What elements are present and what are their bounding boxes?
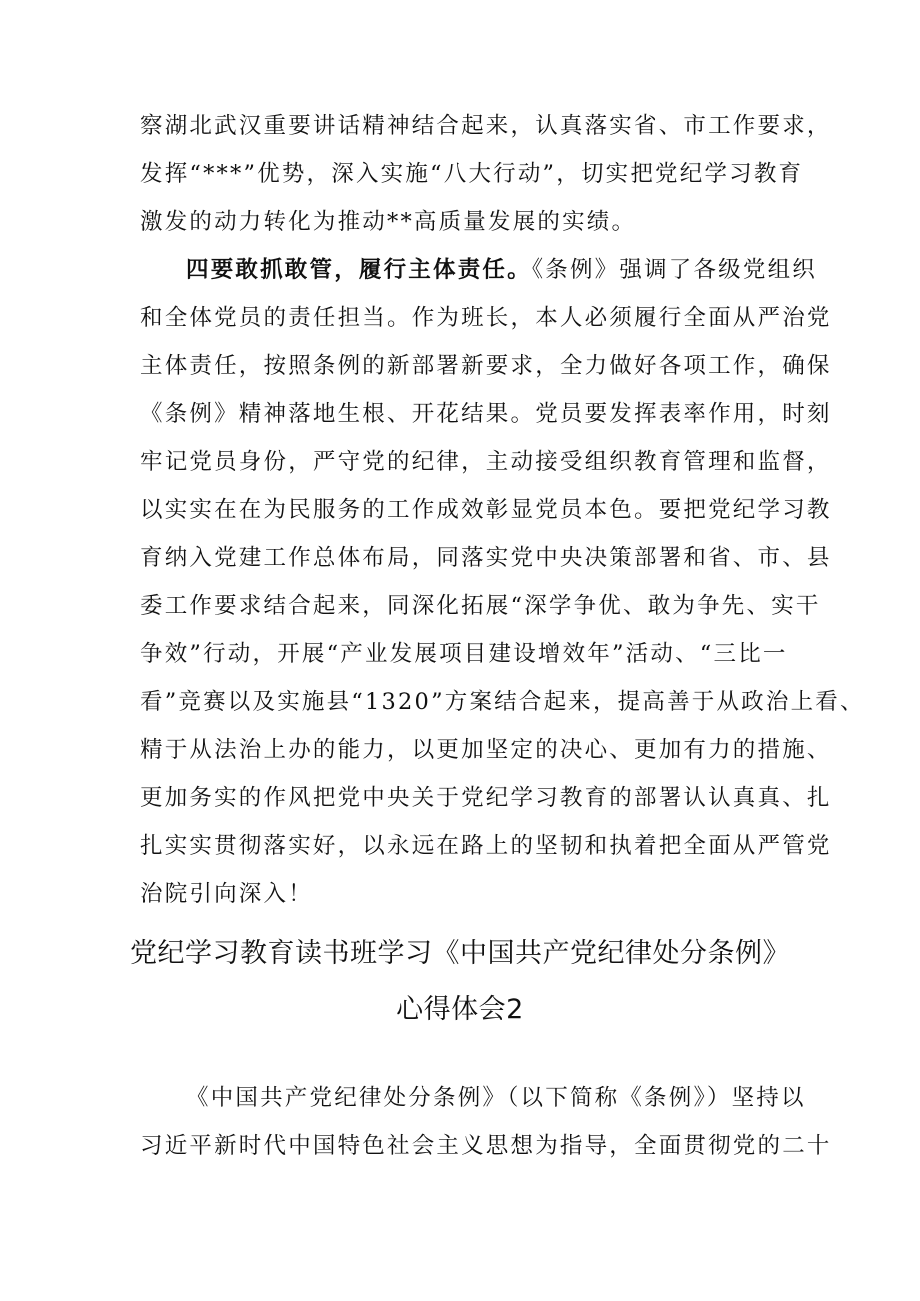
- paragraph-first-line: 《中国共产党纪律处分条例》（以下简称《条例》）坚持以: [186, 1085, 806, 1111]
- paragraph-line: 激发的动力转化为推动**高质量发展的实绩。: [140, 209, 637, 235]
- paragraph-line: 牢记党员身份，严守党的纪律，主动接受组织教育管理和监督，: [140, 449, 832, 475]
- paragraph-line: 看”竞赛以及实施县“1320”方案结合起来，提高善于从政治上看、: [140, 689, 865, 715]
- paragraph-line: 扎实实贯彻落实好，以永远在路上的坚韧和执着把全面从严管党: [140, 833, 832, 859]
- paragraph-line: 察湖北武汉重要讲话精神结合起来，认真落实省、市工作要求，: [140, 113, 832, 139]
- paragraph-line: 《条例》精神落地生根、开花结果。党员要发挥表率作用，时刻: [140, 401, 832, 427]
- paragraph-line: 委工作要求结合起来，同深化拓展“深学争优、敢为争先、实干: [140, 593, 821, 619]
- paragraph-line: 治院引向深入！: [140, 881, 313, 907]
- paragraph-first-line: [186, 254, 817, 286]
- paragraph-line: 和全体党员的责任担当。作为班长，本人必须履行全面从严治党: [140, 305, 832, 331]
- paragraph-line: 育纳入党建工作总体布局，同落实党中央决策部署和省、市、县: [140, 545, 832, 571]
- paragraph-lead-bold: 四要敢抓敢管，履行主体责任。: [186, 257, 532, 283]
- paragraph-lead-text: 《条例》强调了各级党组织: [531, 257, 817, 283]
- paragraph-line: 发挥“***”优势，深入实施“八大行动”，切实把党纪学习教育: [140, 161, 804, 187]
- paragraph-line: 主体责任，按照条例的新部署新要求，全力做好各项工作，确保: [140, 353, 832, 379]
- article-title: 党纪学习教育读书班学习《中国共产党纪律处分条例》: [130, 938, 790, 969]
- paragraph-line: 习近平新时代中国特色社会主义思想为指导，全面贯彻党的二十: [140, 1133, 832, 1159]
- paragraph-line: 更加务实的作风把党中央关于党纪学习教育的部署认认真真、扎: [140, 785, 832, 811]
- paragraph-line: 精于从法治上办的能力，以更加坚定的决心、更加有力的措施、: [140, 737, 832, 763]
- article-title-line2: 心得体会2: [396, 994, 524, 1025]
- paragraph-line: 以实实在在为民服务的工作成效彰显党员本色。要把党纪学习教: [140, 497, 832, 523]
- paragraph-line: 争效”行动，开展“产业发展项目建设增效年”活动、“三比一: [140, 641, 788, 667]
